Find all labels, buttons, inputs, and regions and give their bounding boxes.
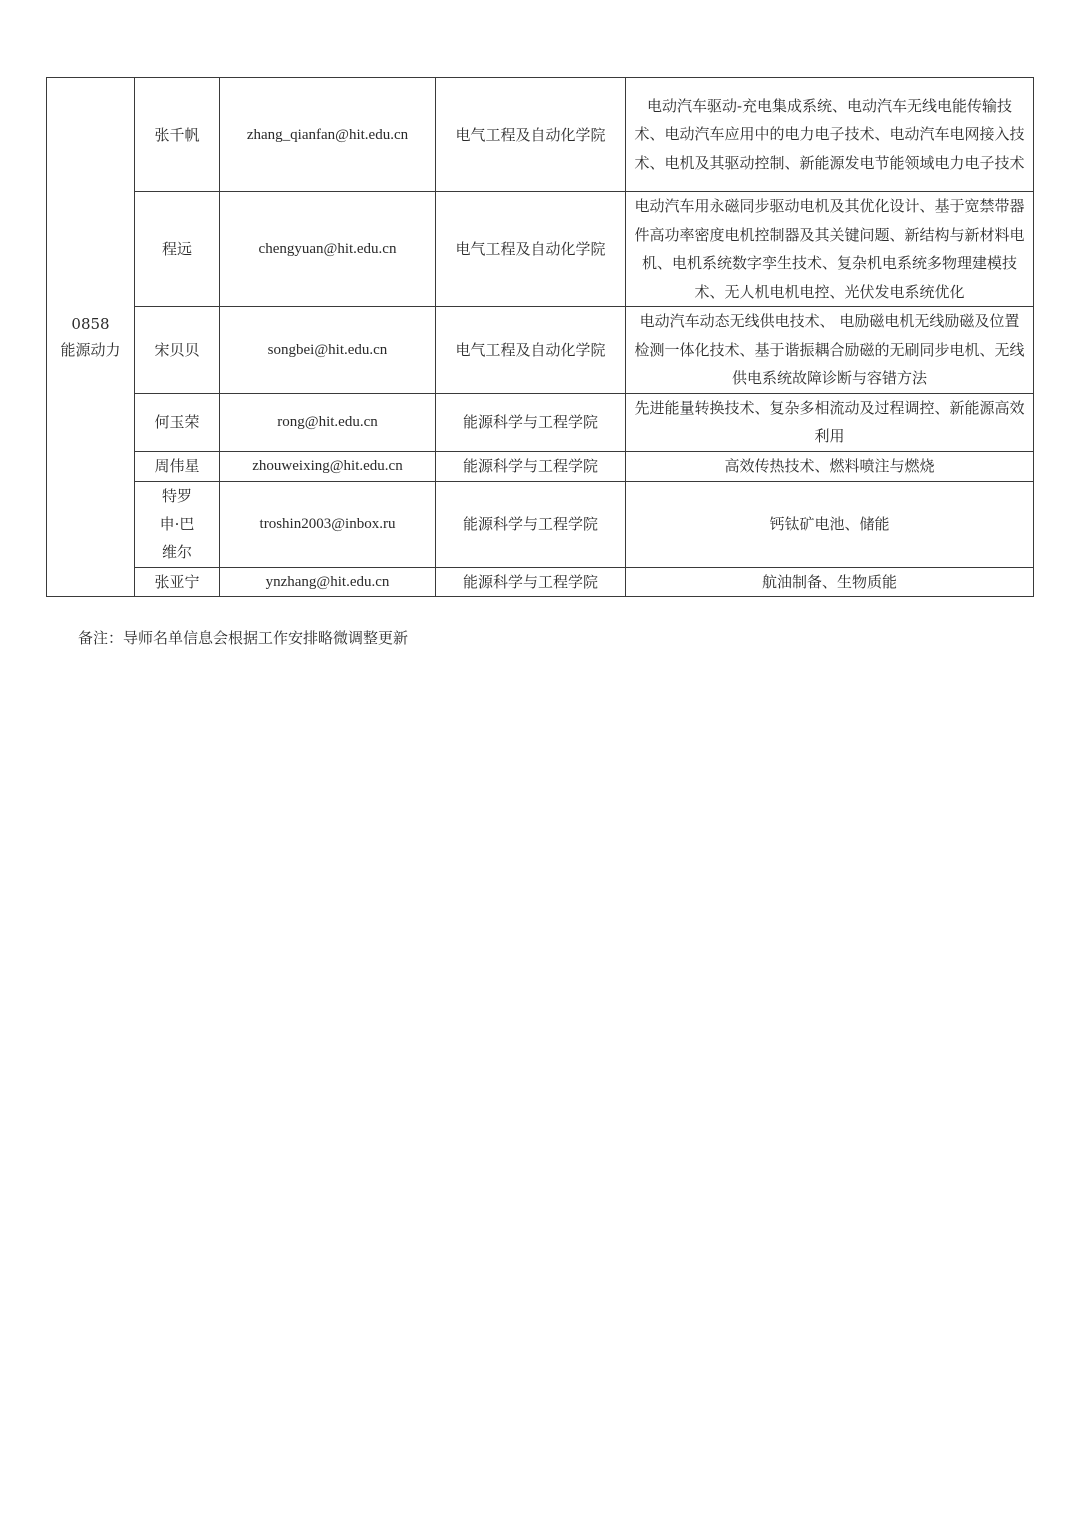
advisor-school: 电气工程及自动化学院: [436, 307, 626, 394]
research-direction: 钙钛矿电池、储能: [626, 481, 1034, 567]
advisor-email: songbei@hit.edu.cn: [220, 307, 436, 394]
advisor-email: rong@hit.edu.cn: [220, 393, 436, 451]
advisor-email: zhouweixing@hit.edu.cn: [220, 451, 436, 481]
advisor-email: ynzhang@hit.edu.cn: [220, 567, 436, 597]
advisor-name: 何玉荣: [135, 393, 220, 451]
advisor-school: 能源科学与工程学院: [436, 567, 626, 597]
research-direction: 电动汽车动态无线供电技术、 电励磁电机无线励磁及位置检测一体化技术、基于谐振耦合励磁的无刷同步电机、无线供电系统故障诊断与容错方法: [626, 307, 1034, 394]
research-direction: 电动汽车驱动-充电集成系统、电动汽车无线电能传输技术、电动汽车应用中的电力电子技术、电动汽车电网接入技术、电机及其驱动控制、新能源发电节能领域电力电子技术: [626, 78, 1034, 192]
table-row: [47, 451, 1034, 481]
major-cell: [47, 78, 135, 597]
advisor-name-cell: [135, 481, 220, 567]
research-direction: 航油制备、生物质能: [626, 567, 1034, 597]
advisor-name: 周伟星: [135, 451, 220, 481]
advisor-school: 电气工程及自动化学院: [436, 78, 626, 192]
advisor-school: 电气工程及自动化学院: [436, 192, 626, 307]
research-direction: 先进能量转换技术、复杂多相流动及过程调控、新能源高效利用: [626, 393, 1034, 451]
research-direction: 高效传热技术、燃料喷注与燃烧: [626, 451, 1034, 481]
advisor-name: 宋贝贝: [135, 307, 220, 394]
advisor-school: 能源科学与工程学院: [436, 451, 626, 481]
major-name: 能源动力: [60, 341, 121, 359]
advisor-school: 能源科学与工程学院: [436, 481, 626, 567]
advisor-email: zhang_qianfan@hit.edu.cn: [220, 78, 436, 192]
table-row: [47, 78, 1034, 192]
major-code: 0858: [71, 315, 110, 333]
table-row: [47, 481, 1034, 567]
advisor-table: [46, 77, 1034, 597]
advisor-name: 张亚宁: [135, 567, 220, 597]
advisor-name: 特罗申·巴维尔: [159, 487, 195, 561]
advisor-email: troshin2003@inbox.ru: [220, 481, 436, 567]
advisor-name: 张千帆: [135, 78, 220, 192]
advisor-name: 程远: [135, 192, 220, 307]
advisor-school: 能源科学与工程学院: [436, 393, 626, 451]
advisor-email: chengyuan@hit.edu.cn: [220, 192, 436, 307]
table-row: [47, 307, 1034, 394]
remark-note: 备注：导师名单信息会根据工作安排略微调整更新: [78, 629, 409, 647]
table-row: [47, 192, 1034, 307]
table-row: [47, 567, 1034, 597]
research-direction: 电动汽车用永磁同步驱动电机及其优化设计、基于宽禁带器件高功率密度电机控制器及其关键问题、新结构与新材料电机、电机系统数字孪生技术、复杂机电系统多物理建模技术、无人机电机电控、光伏发电系统优化: [626, 192, 1034, 307]
table-row: [47, 393, 1034, 451]
